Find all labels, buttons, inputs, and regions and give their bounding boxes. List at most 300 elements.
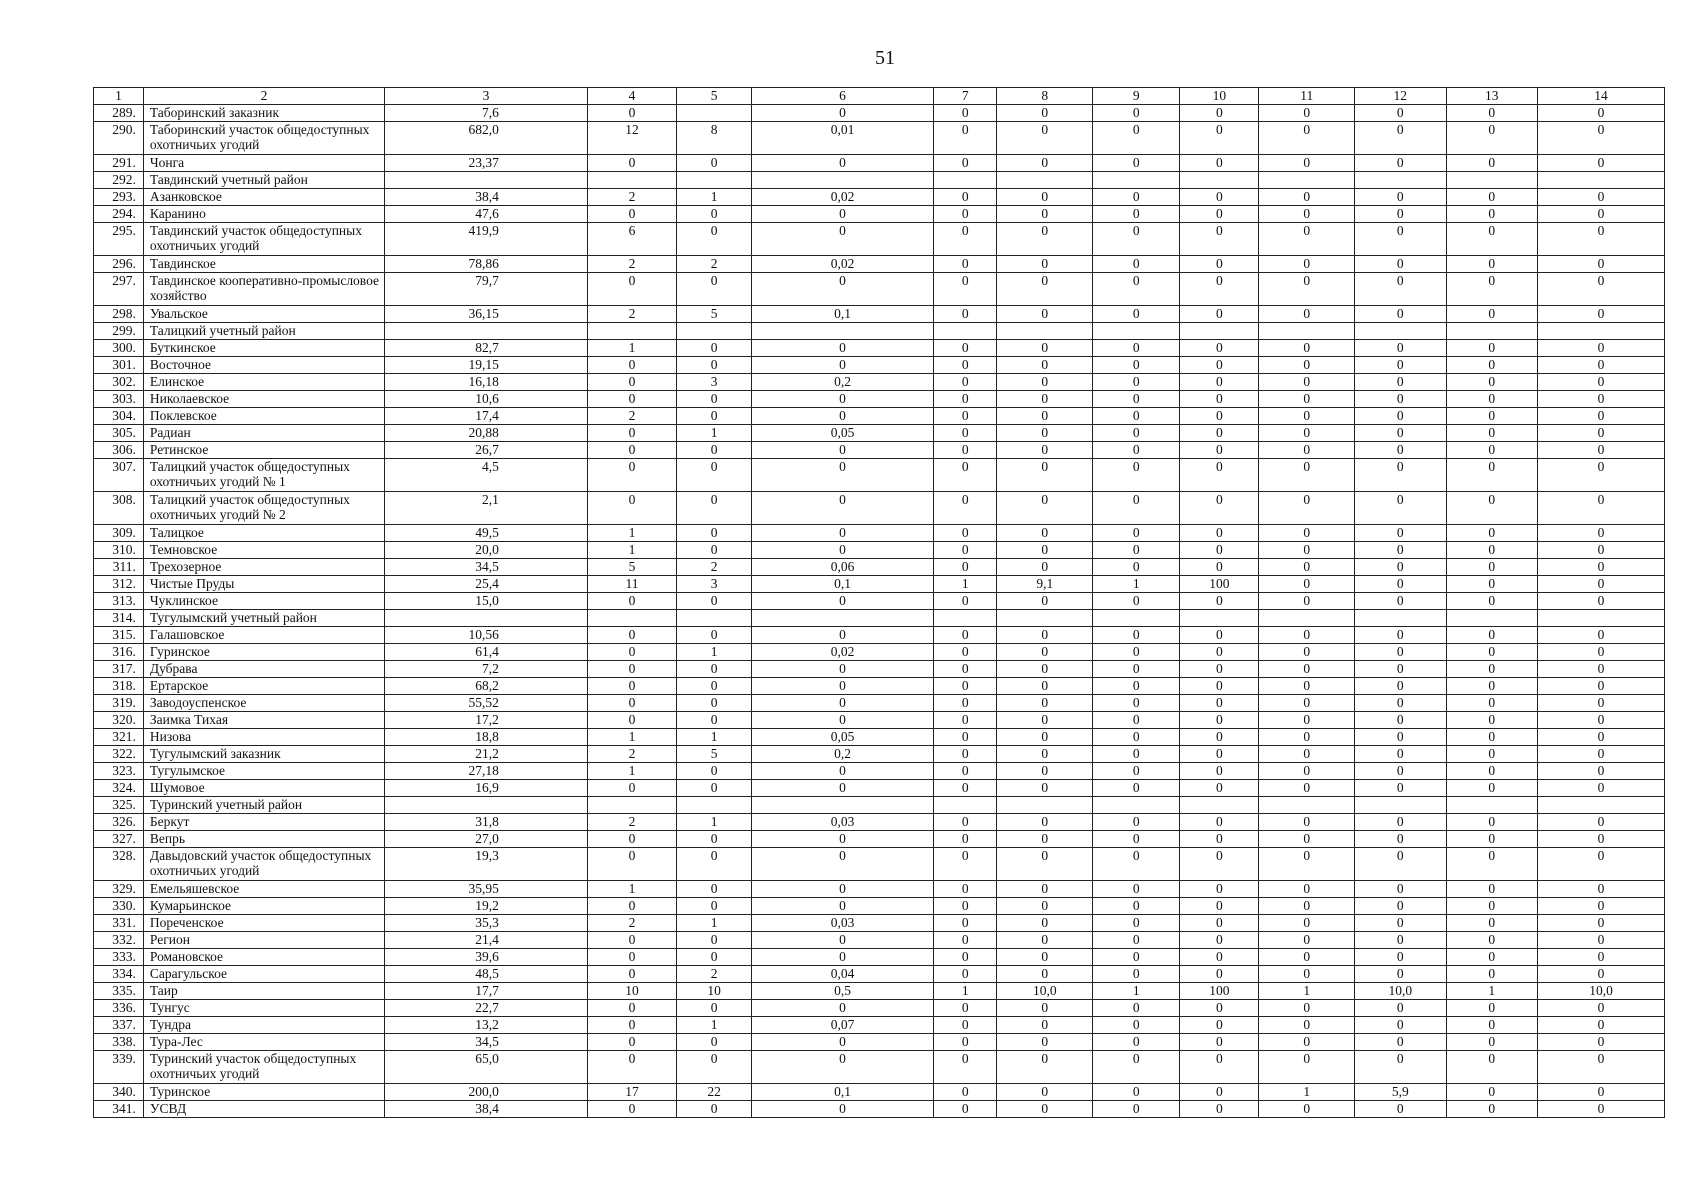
value-cell-col-11: 0 — [1259, 189, 1355, 206]
value-cell-col-4: 0 — [587, 1017, 676, 1034]
value-cell-col-9 — [1093, 323, 1180, 340]
value-cell-col-13: 0 — [1446, 155, 1537, 172]
value-cell-col-4 — [587, 323, 676, 340]
table-row — [94, 797, 1665, 814]
row-number-cell: 325. — [94, 797, 144, 814]
value-cell-col-8: 0 — [997, 1084, 1093, 1101]
name-cell: Емельяшевское — [143, 881, 384, 898]
row-number-cell: 302. — [94, 374, 144, 391]
value-cell-col-6: 0,06 — [752, 559, 934, 576]
value-cell-col-8: 0 — [997, 1000, 1093, 1017]
value-cell-col-11: 0 — [1259, 306, 1355, 323]
value-cell-col-4: 1 — [587, 340, 676, 357]
value-cell-col-11: 0 — [1259, 780, 1355, 797]
value-cell-col-12: 0 — [1355, 391, 1446, 408]
value-cell-col-9: 0 — [1093, 492, 1180, 525]
value-cell-col-6: 0 — [752, 459, 934, 492]
row-number-cell: 298. — [94, 306, 144, 323]
value-cell-col-13: 0 — [1446, 1101, 1537, 1118]
value-cell-col-6: 0 — [752, 661, 934, 678]
value-cell-col-7: 0 — [934, 780, 997, 797]
value-cell-col-11: 0 — [1259, 746, 1355, 763]
value-cell-col-5: 1 — [677, 729, 752, 746]
value-cell-col-8: 0 — [997, 559, 1093, 576]
value-cell-col-7: 0 — [934, 712, 997, 729]
value-cell-col-10 — [1180, 172, 1259, 189]
area-cell: 35,3 — [385, 915, 588, 932]
name-cell: Тавдинский участок общедоступных охотничьих угодий — [143, 223, 384, 256]
value-cell-col-6: 0 — [752, 223, 934, 256]
value-cell-col-11: 0 — [1259, 848, 1355, 881]
value-cell-col-13: 0 — [1446, 949, 1537, 966]
value-cell-col-10: 0 — [1180, 915, 1259, 932]
row-number-cell: 317. — [94, 661, 144, 678]
table-body — [94, 105, 1665, 1118]
area-cell: 17,7 — [385, 983, 588, 1000]
value-cell-col-10: 0 — [1180, 459, 1259, 492]
value-cell-col-9 — [1093, 797, 1180, 814]
value-cell-col-9: 0 — [1093, 1017, 1180, 1034]
name-cell: Пореченское — [143, 915, 384, 932]
value-cell-col-11: 0 — [1259, 256, 1355, 273]
value-cell-col-10: 0 — [1180, 1000, 1259, 1017]
value-cell-col-6: 0,5 — [752, 983, 934, 1000]
value-cell-col-14: 0 — [1538, 374, 1665, 391]
value-cell-col-12: 0 — [1355, 695, 1446, 712]
area-cell: 17,2 — [385, 712, 588, 729]
area-cell: 20,88 — [385, 425, 588, 442]
area-cell: 68,2 — [385, 678, 588, 695]
value-cell-col-11: 0 — [1259, 644, 1355, 661]
value-cell-col-12: 0 — [1355, 206, 1446, 223]
value-cell-col-11: 0 — [1259, 881, 1355, 898]
column-header-5: 5 — [677, 88, 752, 105]
value-cell-col-14: 0 — [1538, 442, 1665, 459]
value-cell-col-13: 0 — [1446, 627, 1537, 644]
value-cell-col-12: 0 — [1355, 155, 1446, 172]
value-cell-col-12: 0 — [1355, 780, 1446, 797]
row-number-cell: 332. — [94, 932, 144, 949]
value-cell-col-5 — [677, 323, 752, 340]
value-cell-col-7: 0 — [934, 949, 997, 966]
value-cell-col-9: 0 — [1093, 932, 1180, 949]
table-row — [94, 425, 1665, 442]
table-row — [94, 559, 1665, 576]
value-cell-col-5: 0 — [677, 525, 752, 542]
name-cell: Туринский участок общедоступных охотничьих угодий — [143, 1051, 384, 1084]
value-cell-col-7: 0 — [934, 1084, 997, 1101]
value-cell-col-7: 0 — [934, 695, 997, 712]
value-cell-col-10: 0 — [1180, 442, 1259, 459]
column-header-14: 14 — [1538, 88, 1665, 105]
value-cell-col-12: 0 — [1355, 1034, 1446, 1051]
name-cell: Чуклинское — [143, 593, 384, 610]
column-header-4: 4 — [587, 88, 676, 105]
value-cell-col-14: 0 — [1538, 105, 1665, 122]
value-cell-col-12: 0 — [1355, 122, 1446, 155]
value-cell-col-8: 0 — [997, 695, 1093, 712]
value-cell-col-13: 0 — [1446, 1017, 1537, 1034]
row-number-cell: 330. — [94, 898, 144, 915]
value-cell-col-10 — [1180, 797, 1259, 814]
value-cell-col-10: 0 — [1180, 425, 1259, 442]
value-cell-col-8 — [997, 172, 1093, 189]
value-cell-col-6: 0 — [752, 695, 934, 712]
value-cell-col-13: 0 — [1446, 881, 1537, 898]
value-cell-col-5: 0 — [677, 661, 752, 678]
value-cell-col-12: 0 — [1355, 966, 1446, 983]
value-cell-col-14: 0 — [1538, 206, 1665, 223]
area-cell: 19,3 — [385, 848, 588, 881]
value-cell-col-9: 0 — [1093, 966, 1180, 983]
name-cell: Беркут — [143, 814, 384, 831]
value-cell-col-11: 0 — [1259, 459, 1355, 492]
area-cell: 38,4 — [385, 189, 588, 206]
value-cell-col-8: 0 — [997, 712, 1093, 729]
area-cell: 25,4 — [385, 576, 588, 593]
value-cell-col-10: 0 — [1180, 1101, 1259, 1118]
value-cell-col-7: 0 — [934, 1034, 997, 1051]
area-cell: 16,18 — [385, 374, 588, 391]
value-cell-col-8: 0 — [997, 1101, 1093, 1118]
value-cell-col-7: 0 — [934, 1000, 997, 1017]
value-cell-col-4: 0 — [587, 695, 676, 712]
value-cell-col-14: 0 — [1538, 898, 1665, 915]
value-cell-col-4: 10 — [587, 983, 676, 1000]
value-cell-col-5: 22 — [677, 1084, 752, 1101]
value-cell-col-6: 0,1 — [752, 306, 934, 323]
value-cell-col-9: 1 — [1093, 983, 1180, 1000]
value-cell-col-7: 0 — [934, 644, 997, 661]
area-cell — [385, 172, 588, 189]
value-cell-col-14: 0 — [1538, 1084, 1665, 1101]
value-cell-col-5: 0 — [677, 898, 752, 915]
value-cell-col-5: 2 — [677, 559, 752, 576]
value-cell-col-6: 0,05 — [752, 729, 934, 746]
value-cell-col-12: 0 — [1355, 898, 1446, 915]
area-cell: 7,2 — [385, 661, 588, 678]
value-cell-col-8: 0 — [997, 525, 1093, 542]
value-cell-col-10: 0 — [1180, 627, 1259, 644]
name-cell: Увальское — [143, 306, 384, 323]
value-cell-col-6 — [752, 797, 934, 814]
value-cell-col-13: 0 — [1446, 122, 1537, 155]
value-cell-col-9: 0 — [1093, 206, 1180, 223]
table-row — [94, 678, 1665, 695]
name-cell: Дубрава — [143, 661, 384, 678]
value-cell-col-11: 0 — [1259, 712, 1355, 729]
value-cell-col-6: 0,01 — [752, 122, 934, 155]
area-cell: 65,0 — [385, 1051, 588, 1084]
table-row — [94, 206, 1665, 223]
value-cell-col-14 — [1538, 797, 1665, 814]
value-cell-col-6: 0,02 — [752, 256, 934, 273]
value-cell-col-11: 0 — [1259, 814, 1355, 831]
value-cell-col-11: 1 — [1259, 1084, 1355, 1101]
value-cell-col-12: 0 — [1355, 1051, 1446, 1084]
table-row — [94, 746, 1665, 763]
value-cell-col-11: 0 — [1259, 542, 1355, 559]
value-cell-col-7: 0 — [934, 966, 997, 983]
column-header-12: 12 — [1355, 88, 1446, 105]
value-cell-col-13: 0 — [1446, 915, 1537, 932]
value-cell-col-5: 3 — [677, 374, 752, 391]
value-cell-col-4: 5 — [587, 559, 676, 576]
value-cell-col-12: 0 — [1355, 306, 1446, 323]
area-cell: 61,4 — [385, 644, 588, 661]
value-cell-col-8: 0 — [997, 915, 1093, 932]
value-cell-col-6: 0 — [752, 881, 934, 898]
area-cell: 49,5 — [385, 525, 588, 542]
value-cell-col-7: 0 — [934, 593, 997, 610]
area-cell: 78,86 — [385, 256, 588, 273]
value-cell-col-12: 0 — [1355, 425, 1446, 442]
value-cell-col-10: 0 — [1180, 763, 1259, 780]
value-cell-col-11: 0 — [1259, 678, 1355, 695]
value-cell-col-7: 0 — [934, 306, 997, 323]
name-cell: Поклевское — [143, 408, 384, 425]
value-cell-col-5: 10 — [677, 983, 752, 1000]
row-number-cell: 335. — [94, 983, 144, 1000]
value-cell-col-11: 0 — [1259, 1017, 1355, 1034]
value-cell-col-9: 0 — [1093, 122, 1180, 155]
value-cell-col-11: 0 — [1259, 223, 1355, 256]
value-cell-col-9: 0 — [1093, 848, 1180, 881]
area-cell: 48,5 — [385, 966, 588, 983]
value-cell-col-13: 0 — [1446, 525, 1537, 542]
value-cell-col-4: 0 — [587, 848, 676, 881]
value-cell-col-7: 0 — [934, 881, 997, 898]
area-cell: 4,5 — [385, 459, 588, 492]
value-cell-col-10: 0 — [1180, 881, 1259, 898]
value-cell-col-8: 0 — [997, 442, 1093, 459]
value-cell-col-11 — [1259, 610, 1355, 627]
area-cell: 23,37 — [385, 155, 588, 172]
value-cell-col-14: 0 — [1538, 155, 1665, 172]
value-cell-col-6: 0 — [752, 593, 934, 610]
area-cell: 31,8 — [385, 814, 588, 831]
value-cell-col-10: 0 — [1180, 306, 1259, 323]
value-cell-col-7: 0 — [934, 627, 997, 644]
row-number-cell: 301. — [94, 357, 144, 374]
name-cell: Ертарское — [143, 678, 384, 695]
value-cell-col-7: 0 — [934, 391, 997, 408]
value-cell-col-14: 0 — [1538, 1000, 1665, 1017]
value-cell-col-8: 0 — [997, 273, 1093, 306]
row-number-cell: 319. — [94, 695, 144, 712]
value-cell-col-6: 0 — [752, 1101, 934, 1118]
value-cell-col-13: 0 — [1446, 105, 1537, 122]
value-cell-col-13: 0 — [1446, 661, 1537, 678]
value-cell-col-4: 0 — [587, 1101, 676, 1118]
value-cell-col-4: 0 — [587, 678, 676, 695]
table-row — [94, 627, 1665, 644]
value-cell-col-7: 0 — [934, 898, 997, 915]
value-cell-col-11: 0 — [1259, 357, 1355, 374]
value-cell-col-7: 0 — [934, 1051, 997, 1084]
value-cell-col-9: 0 — [1093, 1084, 1180, 1101]
value-cell-col-13: 0 — [1446, 1034, 1537, 1051]
table-row — [94, 542, 1665, 559]
value-cell-col-13: 0 — [1446, 223, 1537, 256]
value-cell-col-6: 0,2 — [752, 746, 934, 763]
area-cell: 79,7 — [385, 273, 588, 306]
value-cell-col-11: 0 — [1259, 695, 1355, 712]
value-cell-col-4: 0 — [587, 273, 676, 306]
table-row — [94, 881, 1665, 898]
table-row — [94, 898, 1665, 915]
value-cell-col-14: 0 — [1538, 559, 1665, 576]
value-cell-col-12: 0 — [1355, 492, 1446, 525]
column-number-row — [94, 88, 1665, 105]
value-cell-col-12: 0 — [1355, 644, 1446, 661]
value-cell-col-14: 0 — [1538, 340, 1665, 357]
value-cell-col-12: 0 — [1355, 661, 1446, 678]
value-cell-col-11: 0 — [1259, 932, 1355, 949]
value-cell-col-5: 0 — [677, 206, 752, 223]
value-cell-col-12: 0 — [1355, 627, 1446, 644]
value-cell-col-8: 0 — [997, 122, 1093, 155]
value-cell-col-12: 0 — [1355, 915, 1446, 932]
name-cell: Тура-Лес — [143, 1034, 384, 1051]
value-cell-col-5: 1 — [677, 425, 752, 442]
value-cell-col-9: 0 — [1093, 408, 1180, 425]
value-cell-col-13: 0 — [1446, 391, 1537, 408]
value-cell-col-4: 0 — [587, 425, 676, 442]
value-cell-col-5: 0 — [677, 442, 752, 459]
value-cell-col-14: 0 — [1538, 661, 1665, 678]
value-cell-col-8: 0 — [997, 1034, 1093, 1051]
row-number-cell: 314. — [94, 610, 144, 627]
area-cell: 682,0 — [385, 122, 588, 155]
value-cell-col-11: 0 — [1259, 374, 1355, 391]
value-cell-col-9: 0 — [1093, 559, 1180, 576]
row-number-cell: 341. — [94, 1101, 144, 1118]
area-cell: 21,4 — [385, 932, 588, 949]
value-cell-col-4: 0 — [587, 932, 676, 949]
value-cell-col-4: 2 — [587, 256, 676, 273]
value-cell-col-14: 0 — [1538, 189, 1665, 206]
value-cell-col-11 — [1259, 797, 1355, 814]
area-cell: 38,4 — [385, 1101, 588, 1118]
row-number-cell: 338. — [94, 1034, 144, 1051]
value-cell-col-14 — [1538, 610, 1665, 627]
value-cell-col-8: 0 — [997, 814, 1093, 831]
row-number-cell: 333. — [94, 949, 144, 966]
area-cell: 7,6 — [385, 105, 588, 122]
value-cell-col-6: 0 — [752, 848, 934, 881]
value-cell-col-14: 0 — [1538, 223, 1665, 256]
value-cell-col-6 — [752, 172, 934, 189]
row-number-cell: 310. — [94, 542, 144, 559]
value-cell-col-7: 0 — [934, 105, 997, 122]
value-cell-col-11: 1 — [1259, 983, 1355, 1000]
value-cell-col-4: 2 — [587, 915, 676, 932]
value-cell-col-7: 0 — [934, 915, 997, 932]
value-cell-col-13: 0 — [1446, 492, 1537, 525]
value-cell-col-13: 0 — [1446, 425, 1537, 442]
row-number-cell: 329. — [94, 881, 144, 898]
value-cell-col-10: 0 — [1180, 1017, 1259, 1034]
value-cell-col-4: 0 — [587, 391, 676, 408]
value-cell-col-7: 0 — [934, 729, 997, 746]
value-cell-col-10: 0 — [1180, 831, 1259, 848]
value-cell-col-4: 0 — [587, 712, 676, 729]
value-cell-col-7 — [934, 323, 997, 340]
value-cell-col-7: 0 — [934, 661, 997, 678]
value-cell-col-14: 0 — [1538, 306, 1665, 323]
row-number-cell: 311. — [94, 559, 144, 576]
row-number-cell: 320. — [94, 712, 144, 729]
value-cell-col-13 — [1446, 323, 1537, 340]
table-row — [94, 122, 1665, 155]
value-cell-col-13: 0 — [1446, 780, 1537, 797]
value-cell-col-8: 0 — [997, 155, 1093, 172]
value-cell-col-4: 1 — [587, 525, 676, 542]
value-cell-col-9: 0 — [1093, 542, 1180, 559]
value-cell-col-6: 0,03 — [752, 915, 934, 932]
value-cell-col-10: 0 — [1180, 949, 1259, 966]
value-cell-col-4: 0 — [587, 949, 676, 966]
value-cell-col-8: 0 — [997, 881, 1093, 898]
value-cell-col-4: 1 — [587, 729, 676, 746]
table-row — [94, 340, 1665, 357]
value-cell-col-12: 0 — [1355, 525, 1446, 542]
value-cell-col-5: 0 — [677, 678, 752, 695]
value-cell-col-9: 0 — [1093, 593, 1180, 610]
value-cell-col-12: 0 — [1355, 459, 1446, 492]
name-cell: Николаевское — [143, 391, 384, 408]
area-cell: 10,56 — [385, 627, 588, 644]
value-cell-col-8: 0 — [997, 1017, 1093, 1034]
area-cell: 18,8 — [385, 729, 588, 746]
value-cell-col-9: 0 — [1093, 425, 1180, 442]
value-cell-col-9 — [1093, 172, 1180, 189]
value-cell-col-7: 0 — [934, 442, 997, 459]
value-cell-col-4: 2 — [587, 746, 676, 763]
value-cell-col-14: 0 — [1538, 593, 1665, 610]
value-cell-col-7: 0 — [934, 357, 997, 374]
value-cell-col-5: 0 — [677, 763, 752, 780]
name-cell: Темновское — [143, 542, 384, 559]
name-cell: Романовское — [143, 949, 384, 966]
value-cell-col-7: 0 — [934, 374, 997, 391]
value-cell-col-8: 0 — [997, 459, 1093, 492]
name-cell: Талицкий участок общедоступных охотничьих угодий № 2 — [143, 492, 384, 525]
row-number-cell: 321. — [94, 729, 144, 746]
value-cell-col-14: 0 — [1538, 746, 1665, 763]
row-number-cell: 318. — [94, 678, 144, 695]
value-cell-col-12: 0 — [1355, 831, 1446, 848]
value-cell-col-7: 0 — [934, 340, 997, 357]
value-cell-col-13: 0 — [1446, 814, 1537, 831]
table-header — [94, 88, 1665, 105]
value-cell-col-6: 0 — [752, 155, 934, 172]
value-cell-col-14: 0 — [1538, 644, 1665, 661]
row-number-cell: 324. — [94, 780, 144, 797]
row-number-cell: 327. — [94, 831, 144, 848]
value-cell-col-7: 0 — [934, 223, 997, 256]
value-cell-col-4: 11 — [587, 576, 676, 593]
value-cell-col-6: 0 — [752, 357, 934, 374]
value-cell-col-9: 0 — [1093, 746, 1180, 763]
value-cell-col-4: 2 — [587, 408, 676, 425]
table-row — [94, 949, 1665, 966]
table-row — [94, 848, 1665, 881]
value-cell-col-12: 0 — [1355, 678, 1446, 695]
name-cell: Сарагульское — [143, 966, 384, 983]
value-cell-col-5: 0 — [677, 848, 752, 881]
